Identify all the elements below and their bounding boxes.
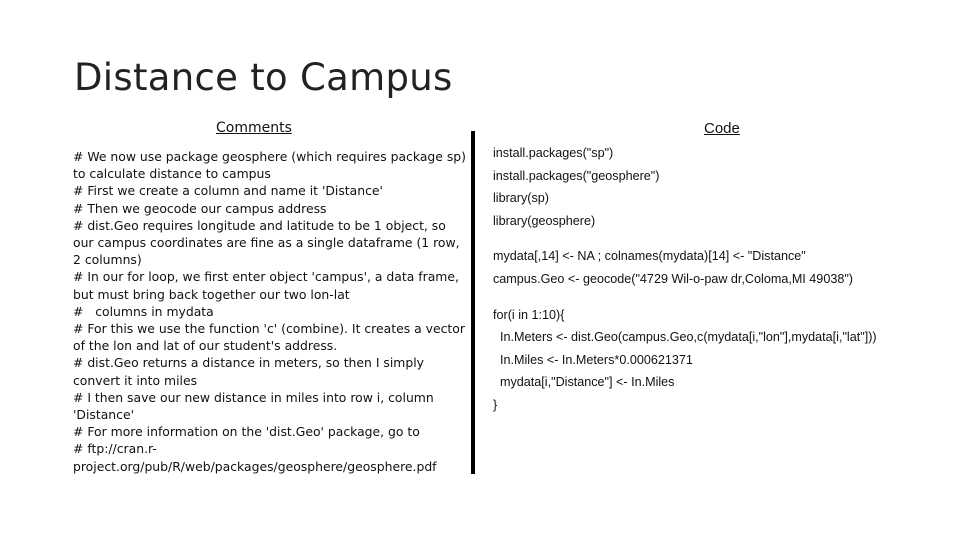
comment-line: # First we create a column and name it 'Distance': [73, 183, 383, 199]
comment-line: # Then we geocode our campus address: [73, 200, 327, 216]
code-line: In.Meters <- dist.Geo(campus.Geo,c(mydata[i,"lon"],mydata[i,"lat"])): [493, 330, 877, 345]
code-line: install.packages("sp"): [493, 146, 614, 160]
comment-line: # dist.Geo returns a distance in meters, so then I simply convert it into miles: [73, 355, 428, 388]
comments-block: [73, 148, 469, 475]
code-heading: Code: [704, 120, 740, 137]
code-spacer: [493, 291, 933, 304]
code-line: mydata[,14] <- NA ; colnames(mydata)[14] <- "Distance": [493, 249, 806, 264]
column-divider: [471, 131, 475, 474]
code-line: }: [493, 397, 498, 412]
code-spacer: [493, 232, 933, 245]
code-line: install.packages("geosphere"): [493, 168, 660, 183]
comments-heading: Comments: [216, 120, 292, 136]
code-line: library(sp): [493, 191, 549, 206]
comment-line: # In our for loop, we first enter object 'campus', a data frame, but must bring back together our two lon-lat: [73, 269, 463, 302]
comment-line: # I then save our new distance in miles into row i, column 'Distance': [73, 389, 438, 423]
slide-title: Distance to Campus: [74, 56, 453, 99]
code-line: for(i in 1:10){: [493, 307, 565, 322]
code-block: [493, 142, 933, 417]
comment-line: # ftp://cran.r-project.org/pub/R/web/packages/geosphere/geosphere.pdf: [73, 441, 437, 474]
code-line: campus.Geo <- geocode("4729 Wil-o-paw dr,Coloma,MI 49038"): [493, 271, 853, 286]
comment-line: # dist.Geo requires longitude and latitude to be 1 object, so our campus coordinates are fine as a single dataframe (1 row, 2 columns): [73, 217, 464, 268]
comment-line: # columns in mydata: [73, 303, 214, 319]
comment-line: # We now use package geosphere (which requires package sp) to calculate distance to campus: [73, 149, 470, 182]
code-line: library(geosphere): [493, 213, 596, 228]
comment-line: # For this we use the function 'c' (combine). It creates a vector of the lon and lat of our student's address.: [73, 321, 469, 354]
code-line: mydata[i,"Distance"] <- In.Miles: [493, 375, 675, 390]
code-line: In.Miles <- In.Meters*0.000621371: [493, 352, 693, 367]
comment-line: # For more information on the 'dist.Geo' package, go to: [73, 424, 420, 440]
